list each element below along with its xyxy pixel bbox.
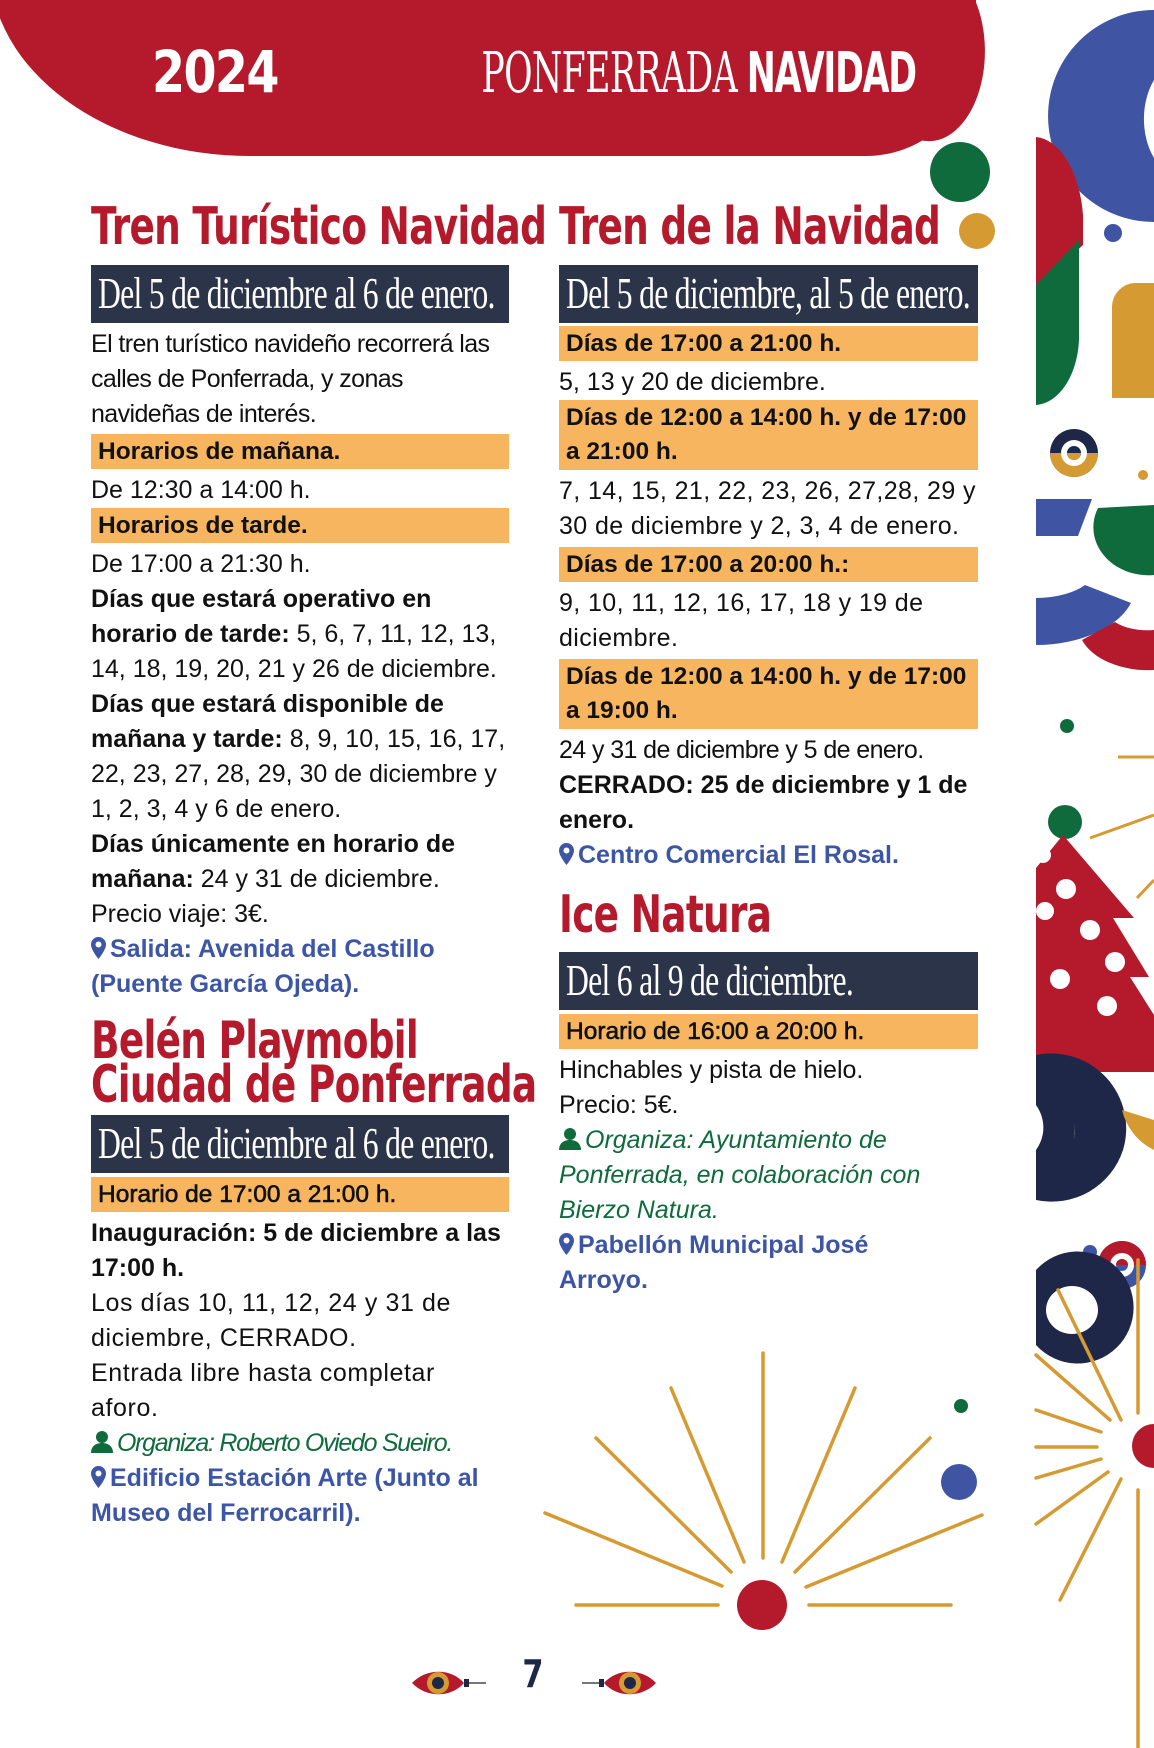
header-year: 2024 (152, 38, 278, 106)
event-title-line2: Ciudad de Ponferrada (91, 1055, 537, 1115)
location (559, 1228, 939, 1298)
organizer (559, 1123, 939, 1228)
map-pin-icon (559, 1233, 574, 1255)
location-text: Pabellón Municipal José Arroyo. (559, 1231, 869, 1294)
event-ice-natura (559, 885, 978, 1298)
afternoon-days-list: 5, 6, 7, 11, 12, 13, 14, 18, 19, 20, 21 y 26 de diciembre. (91, 620, 497, 683)
date-bar (91, 1115, 509, 1173)
event-title: Tren Turístico Navidad (91, 197, 547, 257)
event-title: Tren de la Navidad (559, 197, 941, 257)
schedule-days-4: 24 y 31 de diciembre y 5 de enero. (559, 736, 924, 764)
event-tren-turistico (91, 197, 547, 1002)
event-tren-navidad (559, 197, 978, 873)
page-number: 7 (522, 1652, 544, 1696)
date-text: Del 5 de diciembre al 6 de enero. (98, 1119, 495, 1168)
morning-only-days (91, 827, 509, 897)
morning-only-list: 24 y 31 de diciembre. (193, 865, 440, 893)
morning-only-label: Días únicamente en horario de mañana: (91, 830, 455, 893)
closed-days: CERRADO: 25 de diciembre y 1 de enero. (559, 771, 968, 834)
schedule-label-3: Días de 17:00 a 20:00 h.: (559, 547, 978, 582)
schedule-days-2: 7, 14, 15, 21, 22, 23, 26, 27,28, 29 y 30 de diciembre y 2, 3, 4 de enero. (559, 477, 976, 540)
description: Hinchables y pista de hielo. (559, 1056, 864, 1084)
location (559, 838, 978, 873)
user-icon (91, 1431, 113, 1453)
date-text: Del 5 de diciembre al 6 de enero. (98, 269, 495, 318)
event-title-line1: Belén Playmobil (91, 1011, 419, 1071)
organizer-text: Organiza: Roberto Oviedo Sueiro. (117, 1429, 452, 1457)
inauguration: Inauguración: 5 de diciembre a las 17:00 h. (91, 1219, 501, 1282)
location (91, 932, 509, 1002)
event-belen-playmobil (91, 1011, 537, 1531)
hours-afternoon: De 17:00 a 21:30 h. (91, 550, 311, 578)
ornament-left-icon (410, 1665, 486, 1701)
location-text: Centro Comercial El Rosal. (578, 841, 899, 869)
schedule-days-3: 9, 10, 11, 12, 16, 17, 18 y 19 de diciembre. (559, 589, 924, 652)
location-text: Salida: Avenida del Castillo (Puente García Ojeda). (91, 935, 435, 998)
date-bar (559, 952, 978, 1010)
map-pin-icon (91, 937, 106, 959)
date-bar (559, 265, 978, 323)
map-pin-icon (559, 843, 574, 865)
ornament-right-icon (582, 1665, 658, 1701)
organizer-text: Organiza: Ayuntamiento de Ponferrada, en colaboración con Bierzo Natura. (559, 1126, 921, 1224)
date-text: Del 6 al 9 de diciembre. (566, 956, 854, 1005)
hours-bar: Horario de 16:00 a 20:00 h. (559, 1014, 978, 1049)
both-days-label: Días que estará disponible de mañana y tarde: (91, 690, 444, 753)
price: Precio: 5€. (559, 1091, 679, 1119)
map-pin-icon (91, 1466, 106, 1488)
location-text: Edificio Estación Arte (Junto al Museo del Ferrocarril). (91, 1464, 479, 1527)
left-column (91, 197, 547, 1531)
hours-morning: De 12:30 a 14:00 h. (91, 476, 311, 504)
schedule-label-1: Días de 17:00 a 21:00 h. (559, 326, 978, 361)
header-title-bold: NAVIDAD (746, 41, 916, 106)
right-column (559, 197, 978, 1298)
schedule-days-1: 5, 13 y 20 de diciembre. (559, 368, 826, 396)
schedule-label-4: Días de 12:00 a 14:00 h. y de 17:00 a 19:00 h. (559, 659, 978, 729)
closed-days: Los días 10, 11, 12, 24 y 31 de diciembre, CERRADO. (91, 1289, 452, 1352)
price: Precio viaje: 3€. (91, 900, 269, 928)
location (91, 1461, 509, 1531)
afternoon-days (91, 582, 509, 687)
date-text: Del 5 de diciembre, al 5 de enero. (566, 269, 970, 318)
description: El tren turístico navideño recorrerá las calles de Ponferrada, y zonas navideñas de interés. (91, 330, 490, 428)
afternoon-days-label: Días que estará operativo en horario de tarde: (91, 585, 432, 648)
entry-info: Entrada libre hasta completar aforo. (91, 1359, 435, 1422)
date-bar (91, 265, 509, 323)
schedule-label-2: Días de 12:00 a 14:00 h. y de 17:00 a 21:00 h. (559, 400, 978, 470)
hours-label-afternoon: Horarios de tarde. (91, 508, 509, 543)
hours-bar: Horario de 17:00 a 21:00 h. (91, 1177, 509, 1212)
both-days (91, 687, 509, 827)
hours-label-morning: Horarios de mañana. (91, 434, 509, 469)
header-title-light: PONFERRADA (481, 41, 738, 106)
both-days-list: 8, 9, 10, 15, 16, 17, 22, 23, 27, 28, 29, 30 de diciembre y 1, 2, 3, 4 y 6 de enero. (91, 725, 506, 823)
event-title: Ice Natura (559, 885, 772, 945)
user-icon (559, 1128, 581, 1150)
organizer (91, 1426, 509, 1461)
